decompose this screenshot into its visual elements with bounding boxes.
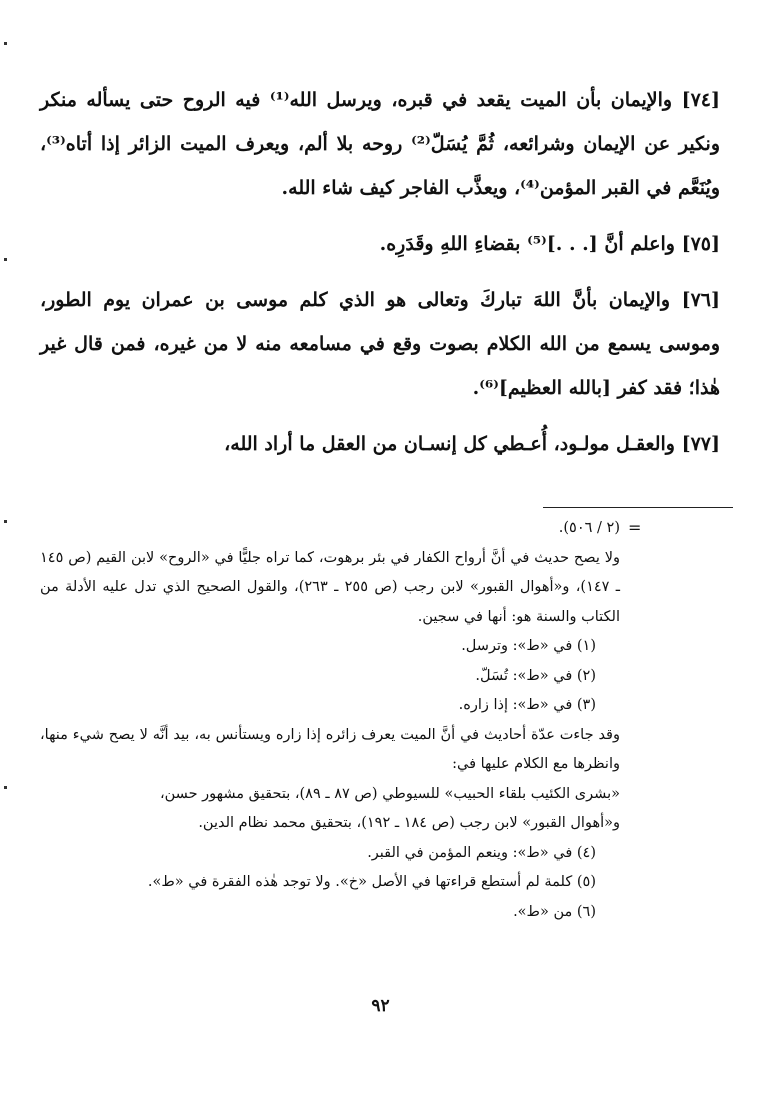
scan-mark (4, 520, 7, 523)
footnote-continuation-mark: = (628, 518, 642, 537)
scan-mark (4, 258, 7, 261)
footnote-3-detail: وقد جاءت عدّة أحاديث في أنَّ الميت يعرف زائره إذا زاره ويستأنس به، بيد أنَّه لا يصح شيء منها، وانظرها مع الكلام عليها في: (40, 726, 620, 772)
footnote-continuation-ref: (٢ / ٥٠٦). (558, 520, 620, 536)
footnote-separator (543, 507, 733, 508)
paragraph-75: [٧٥] واعلم أنَّ [. . .]⁽⁵⁾ بقضاءِ اللهِ وقَدَرِه. (379, 233, 720, 255)
paragraph-77: [٧٧] والعقـل مولـود، أُعـطي كل إنسـان من العقل ما أراد الله، (224, 433, 720, 455)
paragraph-74: [٧٤] والإيمان بأن الميت يقعد في قبره، ويرسل الله⁽¹⁾ فيه الروح حتى يسأله منكر ونكير عن الإيمان وشرائعه، ثُمَّ يُسَلّ⁽²⁾ روحه بلا ألم، ويعرف الميت الزائر إذا أتاه⁽³⁾، ويُنَعَّم في القبر المؤمن⁽⁴⁾، ويعذَّب الفاجر كيف شاء الله. (40, 89, 721, 199)
page-number: ٩٢ (371, 996, 390, 1016)
footnote-continuation-text: ولا يصح حديث في أنَّ أرواح الكفار في بئر برهوت، كما تراه جليًّا في «الروح» لابن القيم (ص ١٤٥ ـ ١٤٧)، و«أهوال القبور» لابن رجب (ص ٢٥٥ ـ ٢٦٣)، والقول الصحيح الذي تدل عليه الأدلة من الكتاب والسنة هو: أنها في سجين. (40, 549, 621, 625)
paragraph-76: [٧٦] والإيمان بأنَّ اللهَ تباركَ وتعالى هو الذي كلم موسى بن عمران يوم الطور، وموسى يسمع من الله الكلام بصوت وقع في مسامعه منه لا من غيره، فمن قال غير هٰذا؛ فقد كفر [بالله العظيم]⁽⁶⁾. (40, 289, 720, 399)
footnote-6: (٦) من «ط». (513, 903, 596, 920)
footnote-3-source-1: «بشرى الكئيب بلقاء الحبيب» للسيوطي (ص ٨٧ ـ ٨٩)، بتحقيق مشهور حسن، (159, 785, 620, 802)
footnote-2: (٢) في «ط»: تُسَلّ. (475, 667, 596, 684)
footnote-4: (٤) في «ط»: وينعم المؤمن في القبر. (367, 844, 596, 861)
footnotes (40, 514, 620, 927)
scan-mark (4, 42, 7, 45)
scan-mark (4, 786, 7, 789)
footnote-5: (٥) كلمة لم أستطع قراءتها في الأصل «خ». ولا توجد هٰذه الفقرة في «ط». (147, 874, 596, 890)
footnote-3: (٣) في «ط»: إذا زاره. (458, 697, 596, 713)
footnote-3-source-2: و«أهوال القبور» لابن رجب (ص ١٨٤ ـ ١٩٢)، بتحقيق محمد نظام الدين. (198, 815, 620, 831)
main-text (40, 78, 720, 478)
footnote-1: (١) في «ط»: وترسل. (461, 638, 596, 654)
